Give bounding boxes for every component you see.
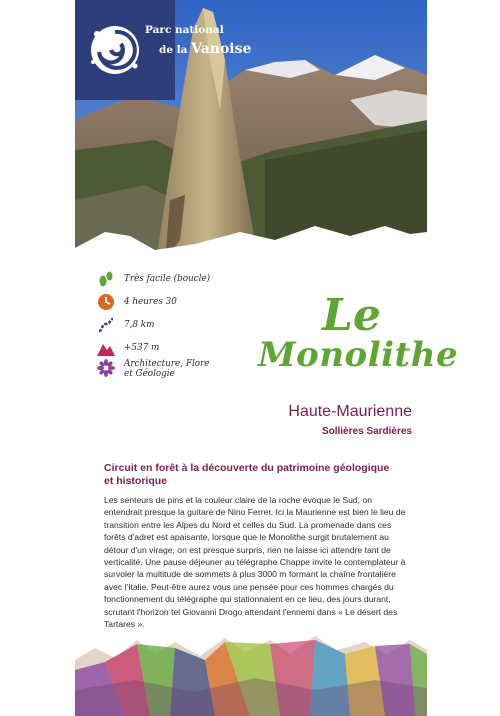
trail-info-list [97,267,219,385]
footprint-icon [97,270,115,288]
decorative-mountain-band [75,620,427,716]
distance-row [97,313,219,336]
title-line-2: Monolithe [258,335,459,375]
duration-row [97,290,219,313]
route-icon [97,316,115,334]
flower-icon [97,359,115,377]
difficulty-text: Très facile (boucle) [124,273,211,284]
distance-text: 7,8 km [124,319,155,330]
commune-name: Sollières Sardières [321,426,412,437]
region-name: Haute-Maurienne [288,403,412,420]
spiral-logo-icon [87,22,143,78]
brand-name: Vanoise [191,41,252,57]
elevation-row [97,336,219,359]
themes-text: Architecture, Flore et Géologie [124,359,210,379]
brand-line-2-prefix: de la [159,44,192,56]
polygon-mountain-image [75,620,427,716]
elevation-icon [97,339,115,357]
brand-line-2 [159,41,251,57]
elevation-text: +537 m [124,342,160,353]
description-text: Les senteurs de pins et la couleur claire de la roche évoque le Sud, on entendrait presque la guitare de Nino Ferrer. Ici la Maurienne est bien le lieu de transition entre les Alpes du Nord et celles du Sud. La promenade dans ces forêts d'adret est apaisante, lorsque que le Monolithe surgit brutalement au détour d'un virage, on est presque surpris, rien ne laisse ici attendre tant de verticalité. Une pause déjeuner au télégraphe Chappe invite le contemplateur à survoler la multitude de sommets à plus 3000 m formant la chaîne frontalière avec l'Italie. Peut-être aurez vous une pensée pour ces hommes chargés du fonctionnement du télégraphe qui stationnaient en ce lieu, des jours durant, scrutant l'horizon tel Giovanni Drogo attendant l'ennemi dans « Le désert des Tartares ». [104,495,406,630]
park-logo-block [75,0,252,100]
clock-icon [97,293,115,311]
duration-text: 4 heures 30 [124,296,177,307]
title-line-1: Le [322,290,381,341]
section-heading: Circuit en forêt à la découverte du patrimoine géologique et historique [104,462,390,487]
themes-row [97,359,219,385]
difficulty-row [97,267,219,290]
brand-line-1: Parc national [145,24,224,36]
